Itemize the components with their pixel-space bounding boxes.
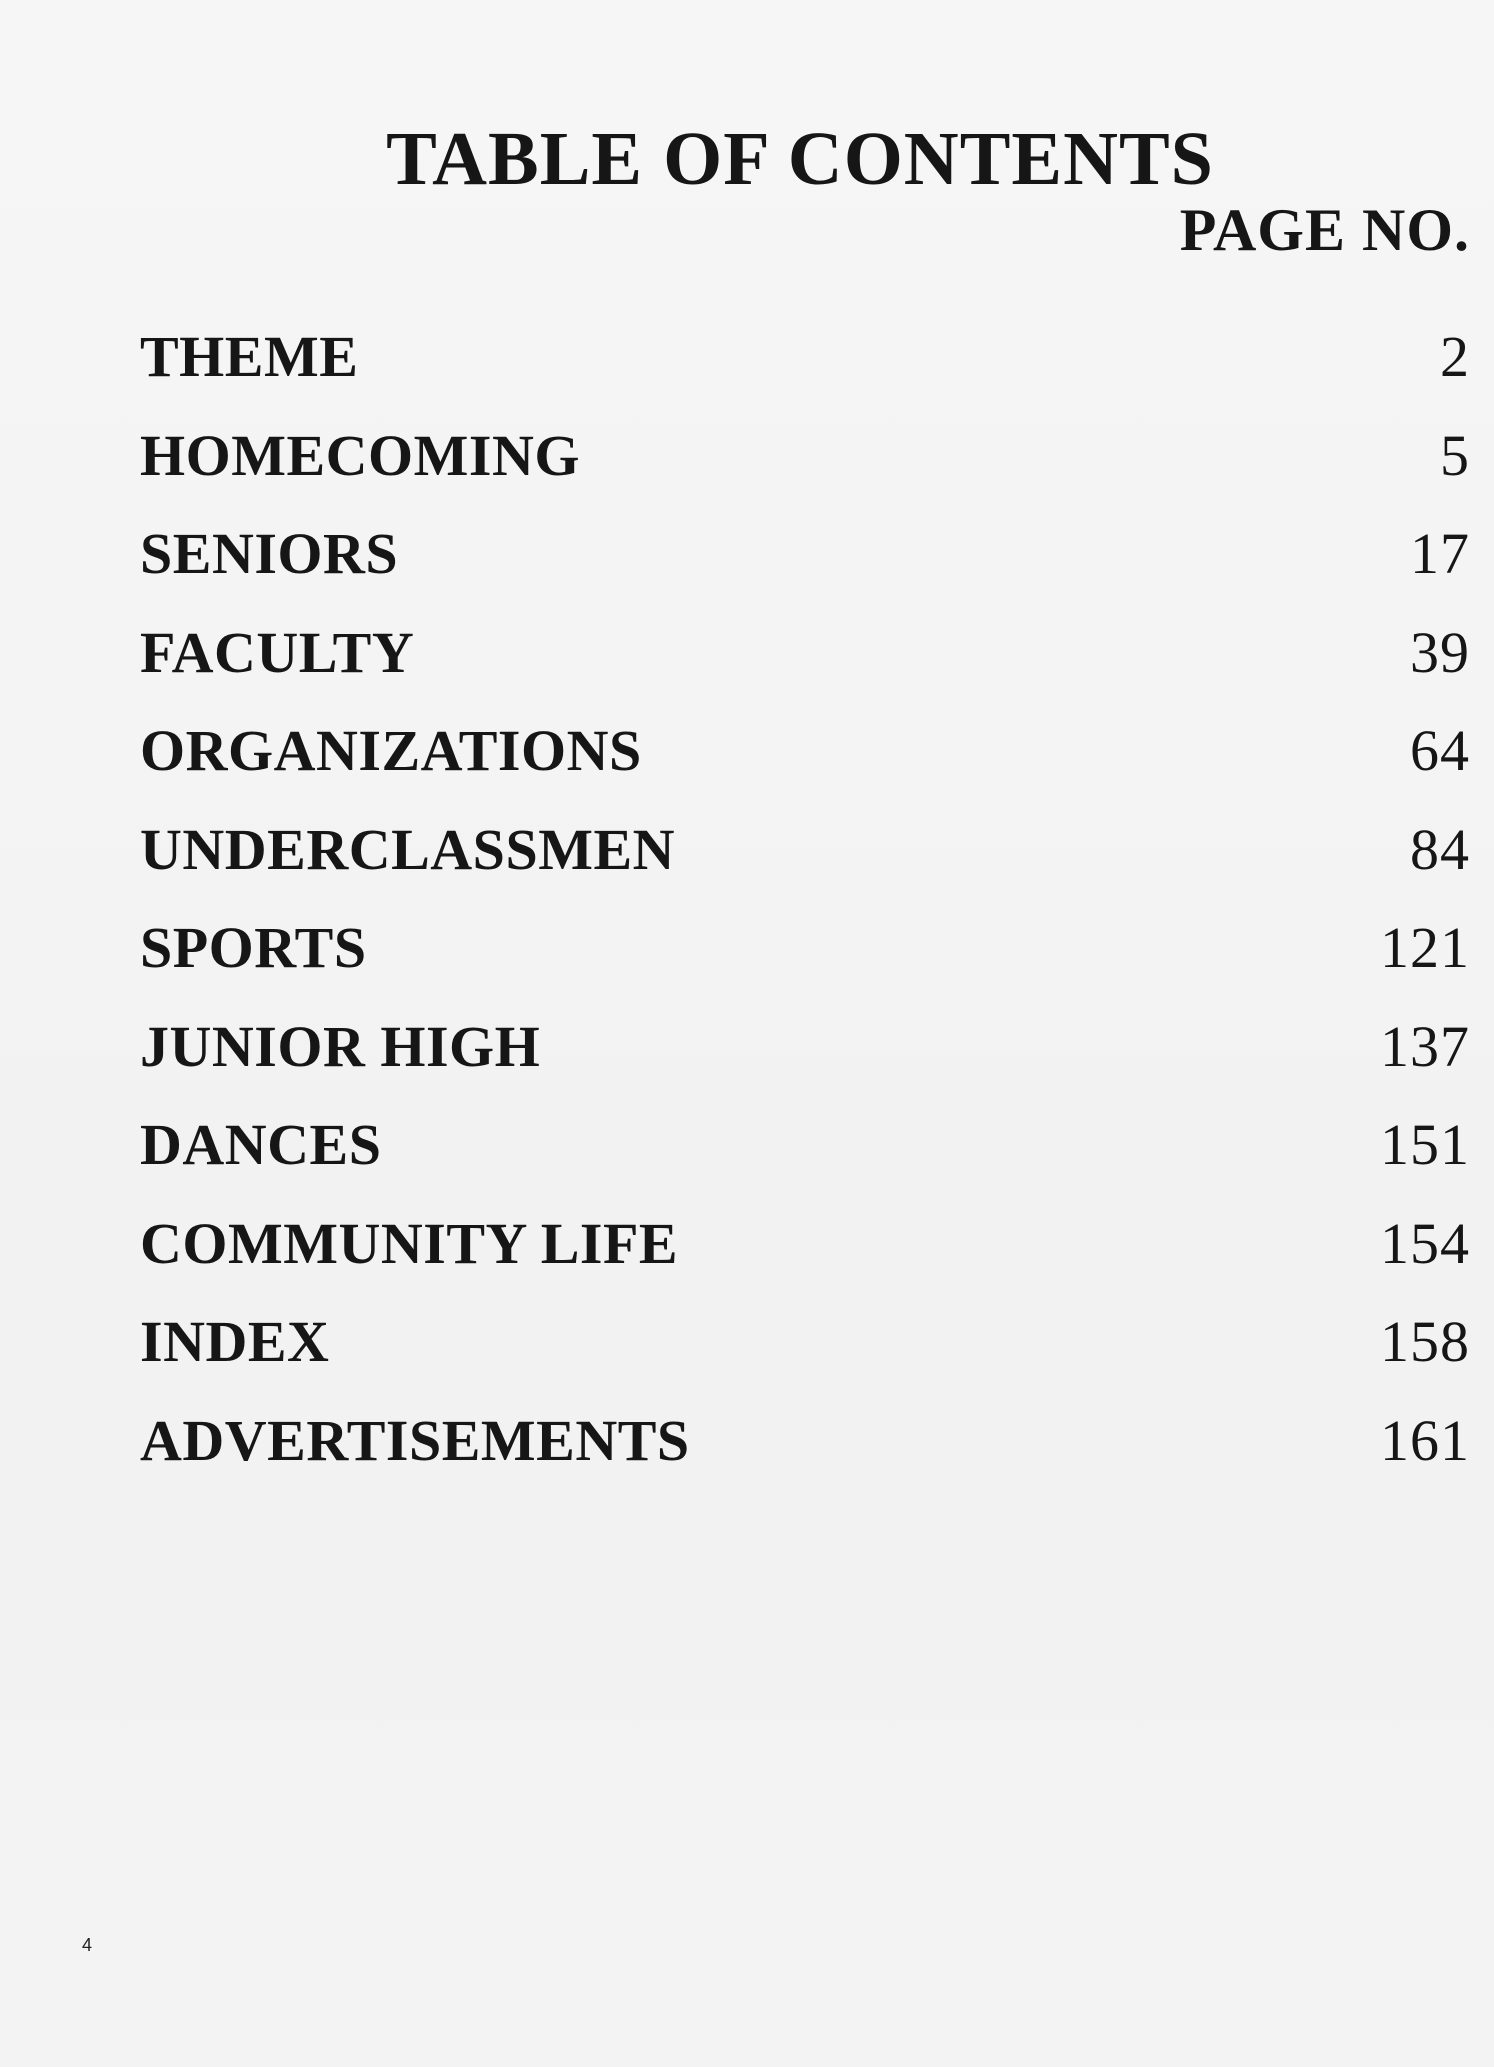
toc-entry-label: FACULTY bbox=[140, 619, 415, 685]
toc-entry-label: COMMUNITY LIFE bbox=[140, 1210, 679, 1276]
toc-entry-label: SPORTS bbox=[140, 915, 367, 980]
table-of-contents-list bbox=[140, 324, 1470, 1510]
page-title: TABLE OF CONTENTS bbox=[386, 116, 1214, 201]
toc-entry bbox=[140, 1407, 1470, 1511]
toc-entry bbox=[140, 1210, 1470, 1314]
page-number-column-header: PAGE NO. bbox=[1179, 197, 1470, 263]
toc-entry-label: ADVERTISEMENTS bbox=[140, 1407, 690, 1473]
toc-entry-label: INDEX bbox=[140, 1309, 330, 1374]
toc-entry-label: HOMECOMING bbox=[140, 422, 580, 488]
toc-entry bbox=[140, 718, 1470, 821]
toc-entry-page-number: 121 bbox=[1380, 915, 1470, 980]
folio-page-number: 4 bbox=[82, 1935, 93, 1955]
toc-entry-label: SENIORS bbox=[140, 521, 399, 586]
toc-entry bbox=[140, 816, 1470, 920]
toc-entry-label: THEME bbox=[140, 324, 359, 389]
toc-entry-label: JUNIOR HIGH bbox=[140, 1013, 541, 1079]
toc-entry-page-number: 17 bbox=[1410, 521, 1470, 586]
toc-entry bbox=[140, 1013, 1470, 1117]
toc-entry bbox=[140, 1112, 1470, 1215]
toc-entry-page-number: 158 bbox=[1380, 1309, 1470, 1374]
toc-entry-label: DANCES bbox=[140, 1112, 382, 1177]
toc-entry-page-number: 137 bbox=[1380, 1013, 1470, 1079]
toc-entry-page-number: 154 bbox=[1380, 1210, 1470, 1276]
toc-entry bbox=[140, 1309, 1470, 1412]
toc-entry bbox=[140, 915, 1470, 1018]
toc-entry bbox=[140, 422, 1470, 526]
toc-entry bbox=[140, 521, 1470, 624]
toc-entry-page-number: 161 bbox=[1380, 1407, 1470, 1473]
toc-entry-page-number: 64 bbox=[1410, 718, 1470, 783]
toc-entry-page-number: 151 bbox=[1380, 1112, 1470, 1177]
toc-entry-page-number: 84 bbox=[1410, 816, 1470, 882]
toc-entry-label: ORGANIZATIONS bbox=[140, 718, 642, 783]
toc-entry-page-number: 39 bbox=[1410, 619, 1470, 685]
toc-entry-label: UNDERCLASSMEN bbox=[140, 816, 676, 882]
toc-entry bbox=[140, 324, 1470, 427]
toc-entry bbox=[140, 619, 1470, 723]
toc-entry-page-number: 5 bbox=[1440, 422, 1470, 488]
toc-entry-page-number: 2 bbox=[1440, 324, 1470, 389]
